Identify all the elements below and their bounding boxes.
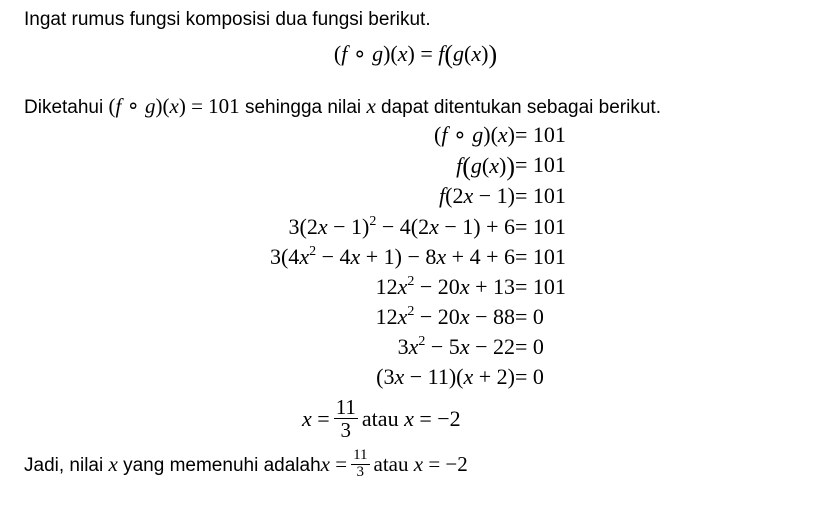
conclusion-alt: x = −2 [413, 451, 468, 476]
given-expr: (f ∘ g)(x) = 101 [108, 94, 240, 118]
step-lhs: $12x^2 - 20x - 88$ [375, 304, 515, 329]
step-row [0, 336, 831, 364]
step-lhs: $12x^2 - 20x + 13$ [375, 274, 515, 299]
conclusion-fraction [351, 448, 369, 481]
step-lhs: $3(4x^2 - 4x + 1) - 8x + 4 + 6$ [269, 244, 515, 269]
formula-lhs: (f ∘ g)(x) = f [333, 41, 445, 66]
solution-connector: atau [361, 405, 399, 431]
intro-text: Ingat rumus fungsi komposisi dua fungsi berikut. [24, 9, 431, 30]
fraction-numerator: 11 [353, 447, 368, 463]
given-statement: Diketahui (f ∘ g)(x) = 101 sehingga nilai x dapat ditentukan sebagai berikut. [24, 94, 661, 118]
solution-line [302, 396, 461, 441]
fraction-denominator: 3 [340, 418, 352, 443]
step-lhs: (f ∘ g)(x) [434, 122, 515, 147]
step-lhs: f(2x − 1) [439, 183, 515, 208]
step-rhs: = 101 [515, 183, 566, 208]
step-rhs: = 0 [515, 334, 544, 359]
step-row [0, 216, 831, 244]
step-rhs: = 0 [515, 364, 544, 389]
conclusion-line: Jadi, nilai x yang memenuhi adalah x = $\frac{11}{3}$ atau x = −2 [24, 447, 468, 480]
composition-formula: (f ∘ g)(x) = f(g(x)) [333, 40, 498, 69]
formula-inner: g(x) [453, 41, 489, 66]
step-rhs: = 101 [515, 244, 566, 269]
solution-lhs: x = [302, 405, 330, 431]
step-lhs: $3(2x - 1)^2 - 4(2x - 1) + 6$ [288, 214, 515, 239]
step-rhs: = 101 [515, 274, 566, 299]
fraction-denominator: 3 [356, 463, 365, 480]
step-lhs: $3x^2 - 5x - 22$ [397, 334, 515, 359]
fraction-numerator: 11 [335, 395, 356, 419]
step-rhs: = 101 [515, 122, 566, 147]
conclusion-lhs: x = [320, 451, 348, 476]
step-row [0, 246, 831, 274]
step-row [0, 306, 831, 334]
step-lhs: f(g(x)) [456, 152, 515, 181]
step-lhs: (3x − 11)(x + 2) [376, 364, 515, 389]
step-row [0, 185, 831, 213]
step-rhs: = 101 [515, 152, 566, 177]
step-row [0, 124, 831, 152]
step-row [0, 276, 831, 304]
step-row [0, 154, 831, 182]
conclusion-connector: atau [373, 451, 409, 476]
solution-alt: x = −2 [404, 405, 461, 431]
step-rhs: = 0 [515, 304, 544, 329]
solution-fraction [334, 396, 358, 441]
step-rhs: = 101 [515, 214, 566, 239]
step-row [0, 366, 831, 394]
